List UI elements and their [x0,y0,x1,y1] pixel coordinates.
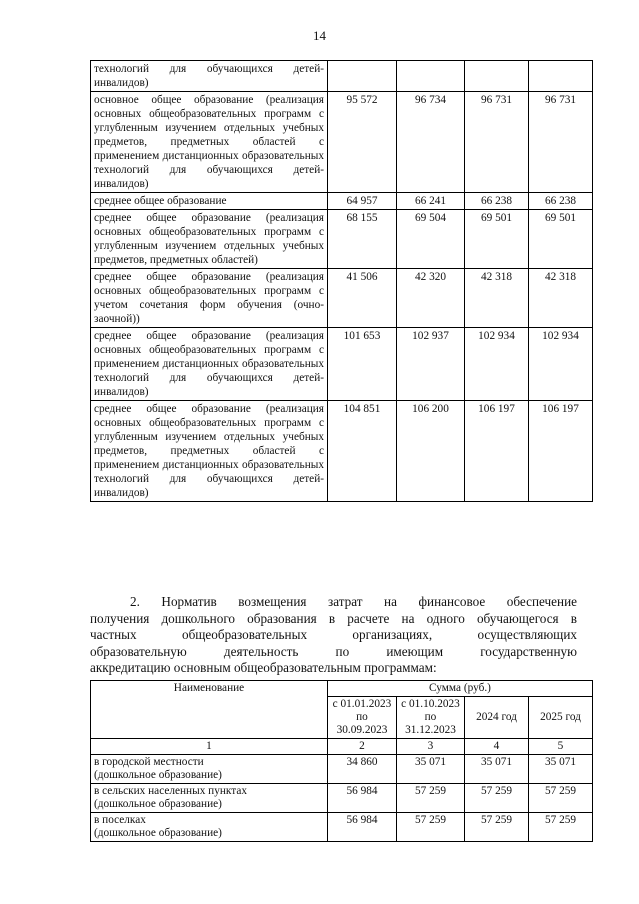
column-number: 1 [91,739,328,755]
column-number: 5 [529,739,593,755]
paragraph-line: образовательную деятельность по имеющим государственную [90,643,577,659]
table-row [91,269,593,328]
row-name: в поселках (дошкольное образование) [91,813,328,842]
norm-paragraph [90,594,577,677]
row-value: 35 071 [529,755,593,784]
row-value: 34 860 [328,755,397,784]
row-value: 68 155 [328,210,397,269]
table-row [91,61,593,92]
row-value: 57 259 [397,813,465,842]
row-name: среднее общее образование (реализация основных общеобразовательных программ с углубленным изучением отдельных учебных предметов, предметных областей с применением дистанционных образовательных технологий для обучающихся детей-инвалидов) [91,401,328,502]
row-value: 104 851 [328,401,397,502]
row-value [328,61,397,92]
column-number: 4 [465,739,529,755]
row-value: 96 731 [529,92,593,193]
paragraph-line: получения дошкольного образования в расчете на одного обучающегося в [90,610,577,626]
row-value: 42 318 [465,269,529,328]
cost-norms-table-continued [90,60,593,502]
row-value: 69 501 [465,210,529,269]
row-name: в городской местности (дошкольное образование) [91,755,328,784]
row-value: 57 259 [465,813,529,842]
table-row [91,210,593,269]
row-value: 57 259 [465,784,529,813]
row-value: 96 734 [397,92,465,193]
row-value: 101 653 [328,328,397,401]
row-value: 64 957 [328,193,397,210]
row-value: 95 572 [328,92,397,193]
row-value: 57 259 [397,784,465,813]
row-value: 35 071 [465,755,529,784]
column-number-row [91,739,593,755]
table-row [91,92,593,193]
period-header: 2024 год [465,697,529,739]
row-value [465,61,529,92]
row-value: 106 197 [529,401,593,502]
header-sum: Сумма (руб.) [328,681,593,697]
row-value: 56 984 [328,784,397,813]
row-value: 57 259 [529,784,593,813]
row-value: 66 238 [465,193,529,210]
row-value: 66 241 [397,193,465,210]
row-value: 102 934 [465,328,529,401]
row-name: в сельских населенных пунктах (дошкольное образование) [91,784,328,813]
table-row [91,193,593,210]
table-row [91,401,593,502]
table-row [91,784,593,813]
column-number: 2 [328,739,397,755]
table-row [91,755,593,784]
paragraph-line: частных общеобразовательных организациях, осуществляющих [90,627,577,642]
row-value [529,61,593,92]
table-row [91,813,593,842]
row-name: среднее общее образование (реализация основных общеобразовательных программ с применением дистанционных образовательных технологий для обучающихся детей-инвалидов) [91,328,328,401]
row-name: основное общее образование (реализация основных общеобразовательных программ с углубленным изучением отдельных учебных предметов, предметных областей с применением дистанционных образовательных технологий для обучающихся детей-инвалидов) [91,92,328,193]
row-value: 41 506 [328,269,397,328]
row-name: среднее общее образование [91,193,328,210]
paragraph-line: аккредитацию основным общеобразовательным программам: [90,660,437,675]
row-value: 35 071 [397,755,465,784]
preschool-norms-table [90,680,593,842]
header-name: Наименование [91,681,328,739]
row-value: 42 318 [529,269,593,328]
row-value: 69 501 [529,210,593,269]
column-number: 3 [397,739,465,755]
row-value: 102 934 [529,328,593,401]
row-value: 106 200 [397,401,465,502]
page-number: 14 [313,28,326,43]
row-value: 96 731 [465,92,529,193]
row-name: технологий для обучающихся детей-инвалидов) [91,61,328,92]
table-header-row [91,681,593,697]
row-value: 56 984 [328,813,397,842]
row-value: 66 238 [529,193,593,210]
paragraph-line: 2. Норматив возмещения затрат на финансовое обеспечение [130,594,577,609]
row-value: 106 197 [465,401,529,502]
row-value [397,61,465,92]
row-value: 42 320 [397,269,465,328]
row-value: 69 504 [397,210,465,269]
row-name: среднее общее образование (реализация основных общеобразовательных программ с углубленным изучением отдельных учебных предметов, предметных областей) [91,210,328,269]
period-header: с 01.01.2023 по 30.09.2023 [328,697,397,739]
period-header: с 01.10.2023 по 31.12.2023 [397,697,465,739]
row-value: 102 937 [397,328,465,401]
row-value: 57 259 [529,813,593,842]
period-header: 2025 год [529,697,593,739]
table-row [91,328,593,401]
row-name: среднее общее образование (реализация основных общеобразовательных программ с учетом сочетания форм обучения (очно-заочной)) [91,269,328,328]
